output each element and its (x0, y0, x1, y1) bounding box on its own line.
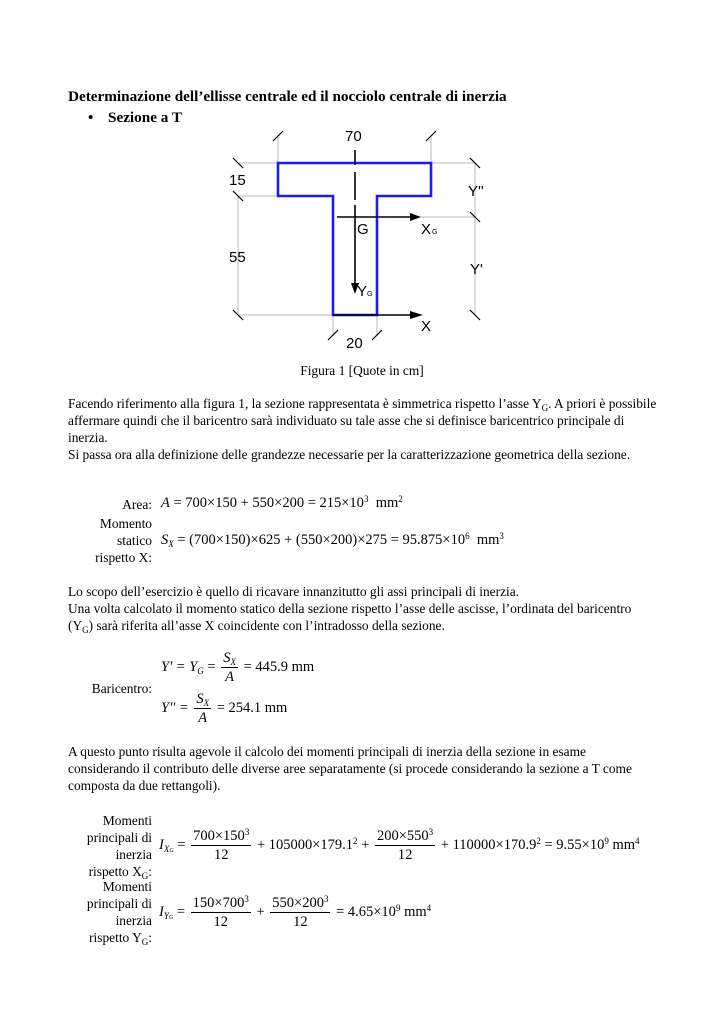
figure-caption: Figura 1 [Quote in cm] (300, 363, 424, 378)
sm-exp: 6 (465, 531, 470, 541)
iy-f2-den: 12 (293, 914, 308, 930)
ix-label-3: inerzia (115, 847, 152, 862)
ix-label-sub: G (141, 871, 149, 881)
page-title: Determinazione dell’ellisse centrale ed il nocciolo centrale di inerzia (68, 88, 507, 105)
area-unit: mm (375, 495, 399, 511)
sm-lhs: S (161, 532, 169, 548)
iy-unit-exp: 4 (426, 902, 432, 913)
para1-text-b: . A priori è possibile affermare quindi che il baricentro sarà individuato su tale asse che si definisce baricentrico principale di inerzia. (68, 396, 657, 445)
iy-lhs: I (159, 903, 164, 920)
iy-label-3: inerzia (115, 913, 152, 928)
sm-label-3: rispetto X: (95, 550, 152, 565)
iy-label-end: : (148, 930, 152, 945)
ydouble-label: Y'' (468, 183, 484, 200)
iy-unit: mm (404, 903, 427, 920)
bullet-heading (88, 109, 182, 127)
x-axis-label: X (421, 318, 432, 335)
iy-f1-den: 12 (213, 914, 228, 930)
para2-text-c: ) sarà riferita all’asse X coincidente con l’intradosso della sezione. (88, 618, 445, 633)
inertia-x-equation: $I_{XG}$ = $\frac{700\times 150^3}{12}$ + $105000\times 179.1^2$ + $\frac{200\times 550^3}{12}$ + $110000\times 170.9^2 = 9.55\times 10^9$ $mm^4$ (159, 827, 640, 863)
ix-lhs-subsub: G (169, 847, 174, 854)
iy-label-2: principali di (86, 896, 152, 911)
bullet-text: Sezione a T (108, 109, 182, 126)
area-rhs: = 700×150 + 550×200 = 215×10 (173, 495, 364, 511)
area-unit-exp: 2 (398, 494, 403, 504)
ix-unit-exp: 4 (635, 835, 640, 846)
sm-lhs-sub: X (168, 539, 174, 549)
c1-num-sub: X (230, 657, 236, 667)
static-moment-label (68, 515, 152, 566)
ix-frac1 (191, 827, 251, 864)
centroid-label: G (357, 221, 369, 238)
scope-paragraph (68, 583, 658, 634)
ix-term2: + 105000×179.1 (256, 836, 354, 853)
c1-fraction (221, 649, 238, 686)
centroid-label-text: Baricentro: (91, 681, 152, 696)
ix-lhs: I (159, 836, 164, 853)
xg-axis-label: X (421, 221, 432, 238)
iy-lhs-sub: Y (163, 910, 169, 921)
c1-num: S (223, 650, 231, 666)
ix-f1-num: 700×150 (193, 828, 245, 844)
para2-text-b: Una volta calcolato il momento statico della sezione rispetto l’asse delle ascisse, l’ordinata del baricentro (Y (68, 601, 632, 633)
intro-paragraph (68, 395, 658, 463)
xg-axis-sub: G (432, 229, 438, 236)
dim-web-label: 55 (229, 249, 246, 266)
para1-text-c: Si passa ora alla definizione delle grandezze necessarie per la caratterizzazione geometrica della sezione. (68, 447, 631, 462)
principal-moments-paragraph: A questo punto risulta agevole il calcolo dei momenti principali di inerzia della sezione in esame considerando il contributo delle diverse aree separatamente (si procede considerando la sezione a T come composta da due rettangoli). (68, 744, 632, 793)
area-label: Area: (122, 497, 152, 512)
yg-axis-sub: G (367, 291, 373, 298)
iy-label-4: rispetto Y (89, 930, 142, 945)
ix-term4-exp: 2 (536, 835, 541, 846)
ix-term2-exp: 2 (353, 835, 358, 846)
bullet-icon: • (88, 109, 94, 126)
dim-flange-label: 15 (229, 172, 246, 189)
c2-num: S (196, 691, 204, 707)
ix-lhs-sub: X (163, 843, 170, 854)
iy-frac1 (191, 894, 251, 931)
ix-label-1: Momenti (102, 813, 152, 828)
ix-f1-den: 12 (213, 847, 229, 863)
c2-result: = 254.1 mm (216, 699, 288, 716)
ix-frac3 (375, 827, 435, 864)
centroid-eq1: $Y' = Y_G$ = $\frac{S_X}{A}$ = 445.9 mm (161, 650, 315, 685)
ix-result-exp: 9 (604, 835, 609, 846)
ix-f1-exp: 3 (244, 827, 250, 837)
centroid-eq2 (161, 690, 287, 727)
inertia-y-equation: $I_{YG}$ = $\frac{150\times 700^3}{12}$ + $\frac{550\times 200^3}{12}$ = $4.65\times 10^9$ $mm^4$ (159, 894, 432, 930)
sm-unit-exp: 3 (499, 531, 504, 541)
ix-label-4: rispetto X (88, 864, 142, 879)
c1-den: A (225, 669, 234, 685)
yg-axis-label: Y (357, 283, 368, 300)
inertia-y-label (58, 878, 152, 946)
area-equation (161, 495, 403, 512)
inertia-x-label (58, 812, 152, 880)
area-lhs: A (161, 495, 170, 511)
iy-f2-num: 550×200 (272, 895, 324, 911)
ix-f3-den: 12 (397, 847, 413, 863)
ix-term4: + 110000×170.9 (440, 836, 537, 853)
para2-sub: G (82, 625, 89, 635)
iy-f2-exp: 3 (323, 894, 329, 904)
dim-top-label: 70 (345, 128, 362, 145)
iy-result-exp: 9 (395, 902, 401, 913)
ix-f3-exp: 3 (428, 827, 434, 837)
c2-fraction (194, 690, 211, 727)
para2-text-a: Lo scopo dell’esercizio è quello di ricavare innanzitutto gli assi principali di inerzia. (68, 584, 520, 599)
ix-result: = 9.55×10 (544, 836, 605, 853)
iy-label-sub: G (141, 937, 149, 947)
para1-text-a: Facendo riferimento alla figura 1, la sezione rappresentata è simmetrica rispetto l’asse Y (68, 396, 542, 411)
iy-result: = 4.65×10 (336, 903, 396, 920)
c1-lhs: Y' = Y (161, 658, 198, 675)
c1-sub: G (197, 665, 204, 676)
ix-label-end: : (148, 864, 152, 879)
ix-label-2: principali di (86, 830, 152, 845)
iy-frac2 (270, 894, 330, 931)
dim-bottom-label: 20 (346, 335, 363, 352)
iy-f1-exp: 3 (244, 894, 249, 904)
xg-arrowhead (410, 213, 421, 221)
c2-num-sub: X (203, 698, 210, 708)
area-exp: 3 (363, 494, 369, 504)
c2-den: A (198, 710, 208, 726)
sm-label-2: statico (117, 533, 152, 548)
ix-f3-num: 200×550 (376, 828, 429, 844)
c2-lhs: Y'' = (161, 699, 189, 716)
sm-rhs: = (700×150)×625 + (550×200)×275 = 95.875×10 (177, 532, 466, 548)
sm-unit: mm (476, 532, 500, 548)
t-section-figure (220, 122, 500, 357)
iy-lhs-subsub: G (168, 914, 174, 921)
iy-f1-num: 150×700 (192, 895, 245, 911)
para1-sub: G (541, 403, 549, 413)
static-moment-equation (161, 532, 504, 549)
ysingle-label: Y' (470, 261, 483, 278)
sm-label-1: Momento (99, 516, 152, 531)
ix-unit: mm (612, 836, 636, 853)
c1-result: = 445.9 mm (243, 658, 315, 675)
iy-label-1: Momenti (102, 879, 152, 894)
